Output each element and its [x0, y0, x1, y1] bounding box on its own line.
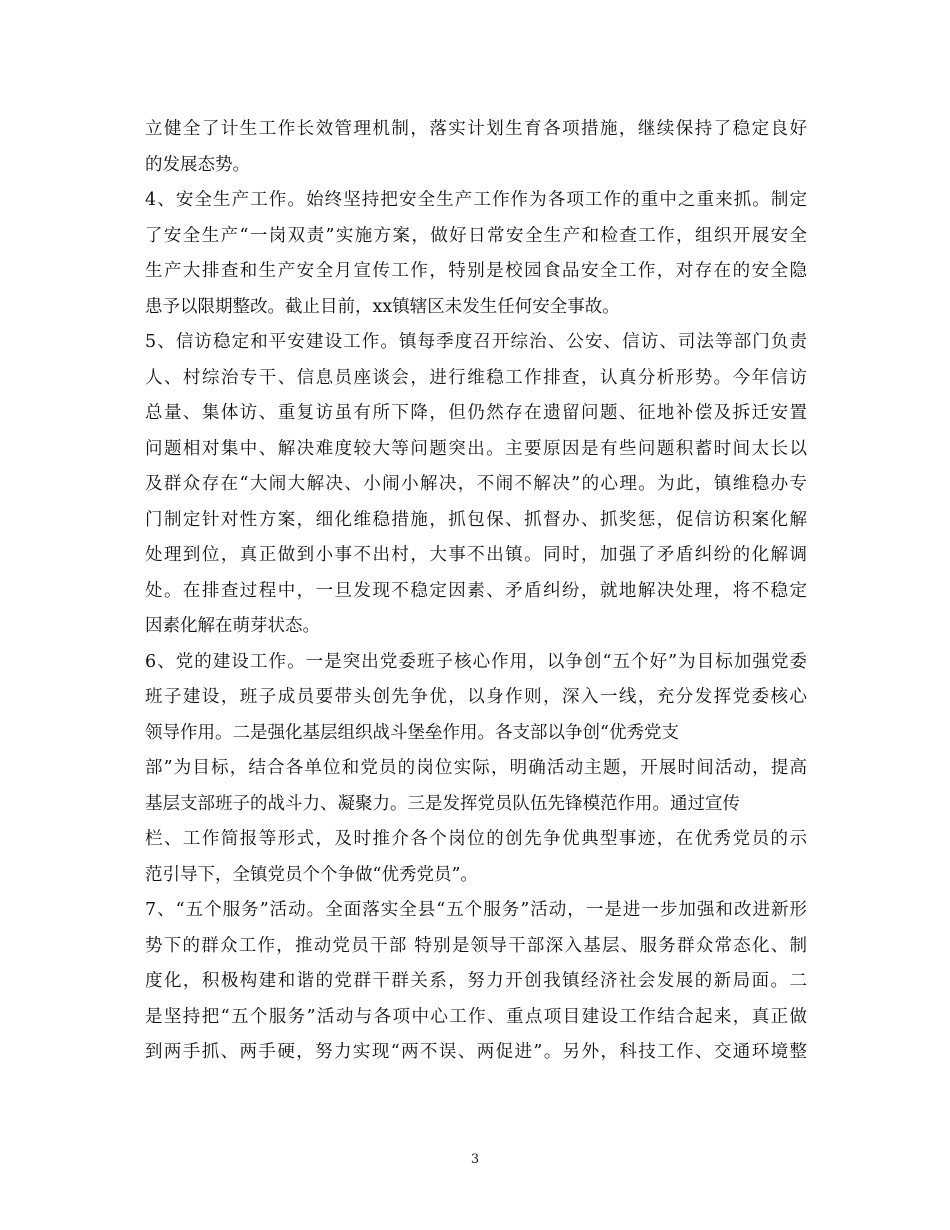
text-line: 因素化解在萌芽状态。 — [145, 616, 320, 636]
text-line: 领导作用。二是强化基层组织战斗堡垒作用。各支部以争创“优秀党支 — [145, 722, 679, 743]
text-line: 度化，积极构建和谐的党群干群关系，努力开创我镇经济社会发展的新局面。二 — [145, 971, 807, 991]
text-line: 患予以限期整改。截止目前，xx镇辖区未发生任何安全事故。 — [145, 296, 620, 317]
text-line: 到两手抓、两手硬，努力实现“两不误、两促进”。另外，科技工作、交通环境整 — [145, 1042, 807, 1062]
text-line: 人、村综治专干、信息员座谈会，进行维稳工作排查，认真分析形势。今年信访 — [145, 367, 807, 388]
text-line: 的发展态势。 — [145, 154, 250, 175]
text-line: 范引导下，全镇党员个个争做“优秀党员”。 — [145, 864, 478, 885]
text-line: 立健全了计生工作长效管理机制，落实计划生育各项措施，继续保持了稳定良好 — [145, 119, 807, 139]
text-line: 基层支部班子的战斗力、凝聚力。三是发挥党员队伍先锋模范作用。通过宣传 — [145, 793, 740, 814]
text-line: 处。在排查过程中，一旦发现不稳定因素、矛盾纠纷，就地解决处理，将不稳定 — [145, 580, 807, 601]
text-line: 生产大排查和生产安全月宣传工作，特别是校园食品安全工作，对存在的安全隐 — [145, 261, 807, 281]
text-line: 6、党的建设工作。一是突出党委班子核心作用，以争创“五个好”为目标加强党委 — [145, 651, 807, 672]
text-line: 门制定针对性方案，细化维稳措施，抓包保、抓督办、抓奖惩，促信访积案化解 — [145, 509, 807, 530]
text-line: 了安全生产“一岗双责”实施方案，做好日常安全生产和检查工作，组织开展安全 — [145, 225, 807, 246]
page-number: 3 — [470, 1152, 480, 1167]
text-line: 及群众存在“大闹大解决、小闹小解决，不闹不解决”的心理。为此，镇维稳办专 — [145, 474, 807, 494]
text-line: 4、安全生产工作。始终坚持把安全生产工作作为各项工作的重中之重来抓。制定 — [145, 190, 807, 210]
text-line: 问题相对集中、解决难度较大等问题突出。主要原因是有些问题积蓄时间太长以 — [145, 438, 807, 459]
text-line: 是坚持把“五个服务”活动与各项中心工作、重点项目建设工作结合起来，真正做 — [145, 1006, 807, 1027]
text-line: 7、“五个服务”活动。全面落实全县“五个服务”活动，一是进一步加强和改进新形 — [145, 900, 807, 920]
text-line: 势下的群众工作，推动党员干部 特别是领导干部深入基层、服务群众常态化、制 — [145, 935, 807, 956]
document-body — [145, 112, 807, 1071]
text-line: 栏、工作简报等形式，及时推介各个岗位的创先争优典型事迹，在优秀党员的示 — [145, 829, 807, 849]
text-line: 班子建设，班子成员要带头创先争优，以身作则，深入一线，充分发挥党委核心 — [145, 687, 807, 707]
text-line: 5、信访稳定和平安建设工作。镇每季度召开综治、公安、信访、司法等部门负责 — [145, 332, 807, 352]
text-line: 总量、集体访、重复访虽有所下降，但仍然存在遗留问题、征地补偿及拆迁安置 — [145, 403, 807, 423]
text-line: 部”为目标，结合各单位和党员的岗位实际，明确活动主题，开展时间活动，提高 — [145, 758, 807, 778]
text-line: 处理到位，真正做到小事不出村，大事不出镇。同时，加强了矛盾纠纷的化解调 — [145, 545, 807, 565]
